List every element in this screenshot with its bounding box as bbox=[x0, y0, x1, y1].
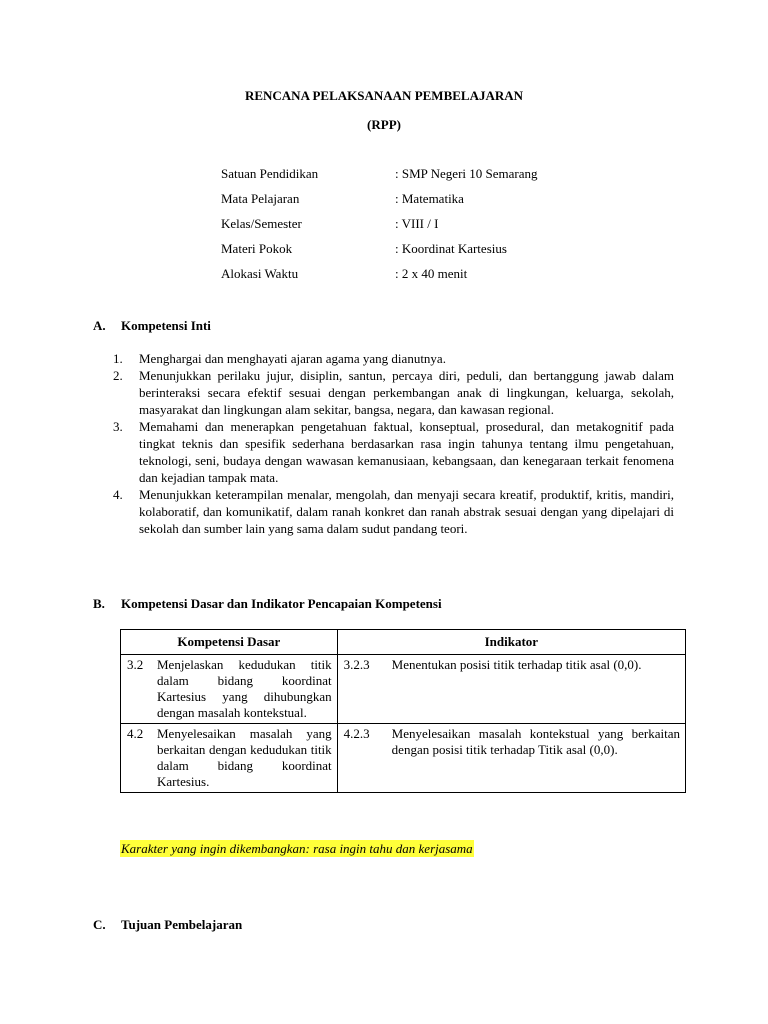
list-text: Menunjukkan keterampilan menalar, mengolah, dan menyaji secara kreatif, produktif, kritis, mandiri, kolaboratif, dan komunikatif, dalam ranah konkret dan ranah abstrak sesuai dengan yang dipelajari di sekolah dan sumber lain yang sama dalam sudut pandang teori. bbox=[139, 487, 674, 536]
list-item bbox=[113, 367, 674, 418]
indikator-text: Menyelesaikan masalah kontekstual yang berkaitan dengan posisi titik terhadap Titik asal (0,0). bbox=[391, 726, 680, 757]
column-header-kd: Kompetensi Dasar bbox=[121, 630, 338, 655]
indikator-code: 4.2.3 bbox=[343, 726, 370, 741]
info-value: : Koordinat Kartesius bbox=[395, 241, 507, 256]
table-row bbox=[121, 655, 686, 724]
table-header-row bbox=[121, 630, 686, 655]
indikator-text: Menentukan posisi titik terhadap titik asal (0,0). bbox=[391, 657, 642, 672]
kd-text: Menjelaskan kedudukan titik dalam bidang koordinat Kartesius yang dihubungkan dengan masalah kontekstual. bbox=[157, 657, 332, 720]
list-item bbox=[113, 350, 674, 367]
info-label: Alokasi Waktu bbox=[221, 266, 299, 281]
info-value: : 2 x 40 menit bbox=[395, 266, 468, 281]
column-header-indikator: Indikator bbox=[337, 630, 685, 655]
list-number: 2. bbox=[113, 368, 123, 383]
list-number: 3. bbox=[113, 419, 123, 434]
section-title: Kompetensi Dasar dan Indikator Pencapaian Kompetensi bbox=[121, 596, 442, 611]
indikator-code: 3.2.3 bbox=[343, 657, 370, 672]
kd-indikator-table bbox=[120, 629, 686, 793]
list-text: Memahami dan menerapkan pengetahuan faktual, konseptual, prosedural, dan metakognitif pada tingkat teknis dan spesifik sederhana berdasarkan rasa ingin tahunya tentang ilmu pengetahuan, teknologi, seni, budaya dengan wawasan kemanusiaan, kebangsaan, dan kenegaraan terkait fenomena dan kejadian tampak mata. bbox=[139, 419, 674, 485]
info-row-mapel bbox=[221, 191, 641, 209]
info-value: : VIII / I bbox=[395, 216, 439, 231]
section-title: Kompetensi Inti bbox=[121, 318, 211, 333]
karakter-highlight: Karakter yang ingin dikembangkan: rasa ingin tahu dan kerjasama bbox=[121, 841, 473, 856]
info-row-satuan bbox=[221, 166, 641, 184]
section-b-heading bbox=[93, 596, 442, 612]
info-label: Satuan Pendidikan bbox=[221, 166, 319, 181]
kd-code: 4.2 bbox=[127, 726, 144, 741]
list-number: 4. bbox=[113, 487, 123, 502]
section-letter: B. bbox=[93, 596, 105, 611]
info-row-materi bbox=[221, 241, 641, 259]
document-subtitle: (RPP) bbox=[367, 117, 401, 132]
info-value: : Matematika bbox=[395, 191, 464, 206]
info-row-alokasi bbox=[221, 266, 641, 284]
info-row-kelas bbox=[221, 216, 641, 234]
list-text: Menunjukkan perilaku jujur, disiplin, santun, percaya diri, peduli, dan bertanggung jawab dalam berinteraksi secara efektif sesuai dengan perkembangan anak di lingkungan, keluarga, sekolah, masyarakat dan lingkungan alam sekitar, bangsa, negara, dan kawasan regional. bbox=[139, 368, 674, 417]
info-value: : SMP Negeri 10 Semarang bbox=[395, 166, 538, 181]
indikator-cell bbox=[337, 724, 685, 793]
section-c-heading bbox=[93, 917, 242, 933]
list-item bbox=[113, 486, 674, 537]
info-label: Mata Pelajaran bbox=[221, 191, 300, 206]
section-letter: C. bbox=[93, 917, 106, 932]
list-item bbox=[113, 418, 674, 486]
kompetensi-inti-list bbox=[113, 350, 674, 537]
kd-cell bbox=[121, 724, 338, 793]
section-letter: A. bbox=[93, 318, 106, 333]
kd-text: Menyelesaikan masalah yang berkaitan dengan kedudukan titik dalam bidang koordinat Kartesius. bbox=[157, 726, 332, 789]
section-a-heading bbox=[93, 318, 211, 334]
section-title: Tujuan Pembelajaran bbox=[121, 917, 243, 932]
indikator-cell bbox=[337, 655, 685, 724]
kd-cell bbox=[121, 655, 338, 724]
table-row bbox=[121, 724, 686, 793]
kd-code: 3.2 bbox=[127, 657, 144, 672]
document-title: RENCANA PELAKSANAAN PEMBELAJARAN bbox=[244, 88, 524, 103]
info-label: Materi Pokok bbox=[221, 241, 293, 256]
list-number: 1. bbox=[113, 351, 123, 366]
info-label: Kelas/Semester bbox=[221, 216, 302, 231]
list-text: Menghargai dan menghayati ajaran agama yang dianutnya. bbox=[139, 351, 446, 366]
